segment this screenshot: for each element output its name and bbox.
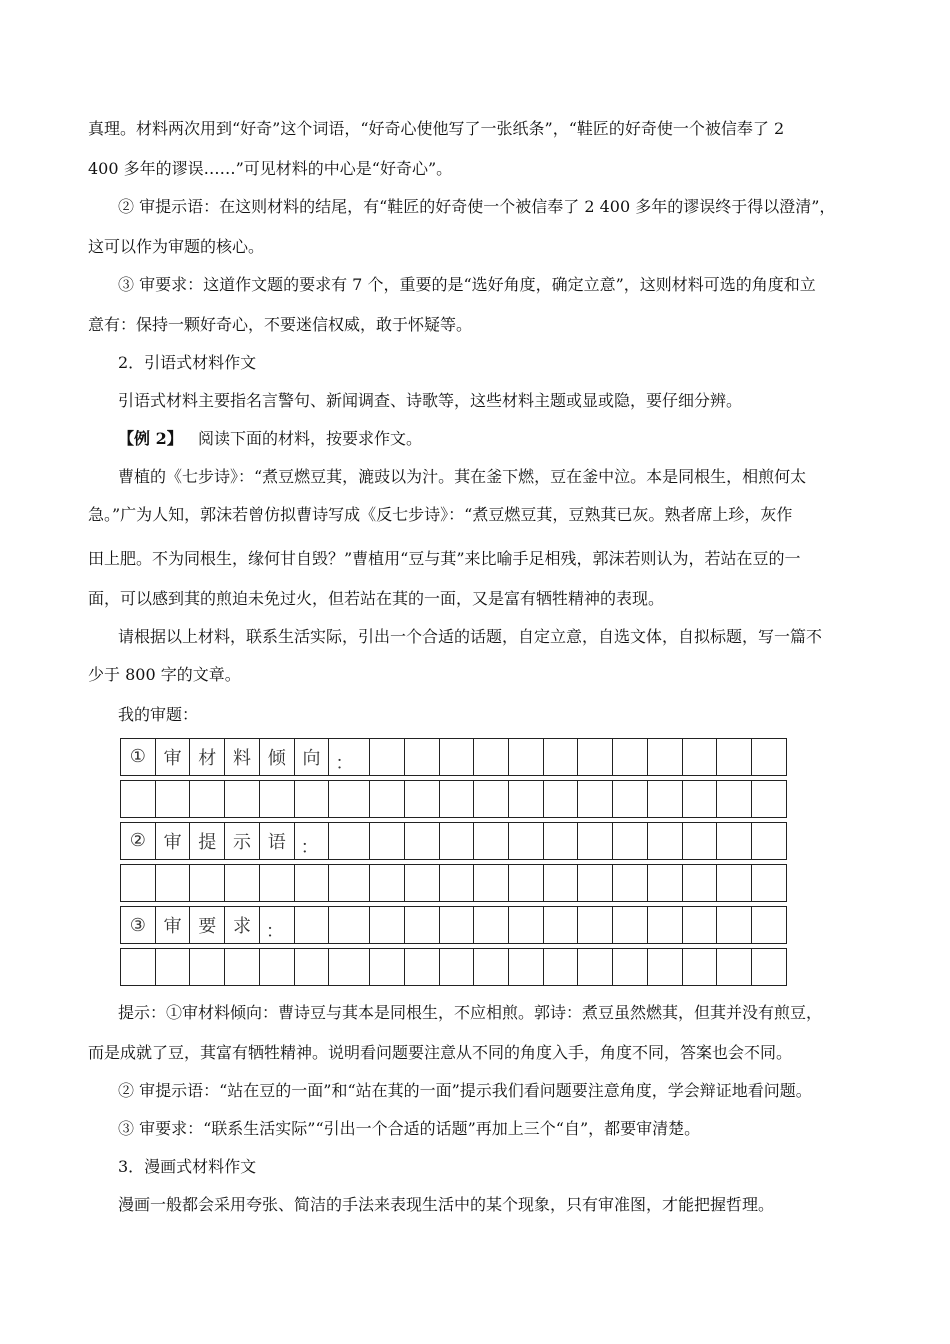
grid-cell bbox=[717, 739, 752, 776]
grid-row bbox=[121, 823, 787, 860]
grid-cell: 审 bbox=[155, 739, 190, 776]
grid-cell: 求 bbox=[225, 907, 260, 944]
grid-cell: 料 bbox=[225, 739, 260, 776]
grid-cell: 向 bbox=[294, 739, 329, 776]
grid-cell: ① bbox=[121, 739, 156, 776]
grid-cell: ② bbox=[121, 823, 156, 860]
paragraph-line: ② 审提示语：在这则材料的结尾，有“鞋匠的好奇使一个被信奉了 2 400 多年的谬误终于得以澄清”， bbox=[118, 197, 836, 216]
grid-cell: ： bbox=[294, 823, 329, 860]
paragraph-line: 引语式材料主要指名言警句、新闻调查、诗歌等，这些材料主题或显或隐，要仔细分辨。 bbox=[118, 391, 743, 410]
grid-cell: ： bbox=[259, 907, 294, 944]
paragraph-line: 曹植的《七步诗》：“煮豆燃豆萁，漉豉以为汁。萁在釜下燃，豆在釜中泣。本是同根生，相煎何太 bbox=[118, 467, 807, 486]
grid-cell: 提 bbox=[190, 823, 225, 860]
grid-cell: 审 bbox=[155, 907, 190, 944]
paragraph-line: 少于 800 字的文章。 bbox=[88, 665, 241, 684]
answer-grid bbox=[120, 738, 787, 986]
example-prompt: 阅读下面的材料，按要求作文。 bbox=[197, 429, 422, 448]
paragraph-line: 面，可以感到萁的煎迫未免过火，但若站在萁的一面，又是富有牺牲精神的表现。 bbox=[88, 589, 665, 608]
grid-cell bbox=[370, 739, 405, 776]
grid-cell: 倾 bbox=[259, 739, 294, 776]
grid-row bbox=[121, 865, 787, 902]
grid-cell bbox=[543, 739, 578, 776]
grid-cell: 语 bbox=[259, 823, 294, 860]
paragraph-line: ② 审提示语：“站在豆的一面”和“站在萁的一面”提示我们看问题要注意角度，学会辩证地看问题。 bbox=[118, 1081, 812, 1100]
paragraph-line: 真理。材料两次用到“好奇”这个词语，“好奇心使他写了一张纸条”，“鞋匠的好奇使一个被信奉了 2 bbox=[88, 119, 785, 138]
paragraph-line: 请根据以上材料，联系生活实际，引出一个合适的话题，自定立意，自选文体，自拟标题，写一篇不 bbox=[118, 627, 823, 646]
paragraph-line: 急。”广为人知，郭沫若曾仿拟曹诗写成《反七步诗》：“煮豆燃豆萁，豆熟萁已灰。熟者席上珍，灰作 bbox=[88, 505, 793, 524]
example-label: 【例 2】 bbox=[118, 429, 183, 448]
paragraph-line: 400 多年的谬误……”可见材料的中心是“好奇心”。 bbox=[88, 159, 453, 178]
grid-cell: 材 bbox=[190, 739, 225, 776]
grid-cell: 要 bbox=[190, 907, 225, 944]
paragraph-line: 我的审题： bbox=[118, 705, 199, 724]
grid-row bbox=[121, 739, 787, 776]
paragraph-line: 漫画一般都会采用夸张、简洁的手法来表现生活中的某个现象，只有审准图，才能把握哲理。 bbox=[118, 1195, 775, 1214]
paragraph-line: ③ 审要求：“联系生活实际”“引出一个合适的话题”再加上三个“自”，都要审清楚。 bbox=[118, 1119, 701, 1138]
grid-cell bbox=[578, 739, 613, 776]
grid-cell bbox=[439, 739, 474, 776]
grid-cell: 示 bbox=[225, 823, 260, 860]
grid-cell bbox=[682, 739, 717, 776]
paragraph-line: 意有：保持一颗好奇心，不要迷信权威，敢于怀疑等。 bbox=[88, 315, 473, 334]
grid-cell bbox=[404, 739, 439, 776]
grid-cell bbox=[752, 739, 787, 776]
grid-cell bbox=[474, 739, 509, 776]
example-line bbox=[118, 428, 422, 450]
grid-cell bbox=[509, 739, 544, 776]
grid-cell bbox=[647, 739, 682, 776]
paragraph-line: 而是成就了豆，萁富有牺牲精神。说明看问题要注意从不同的角度入手，角度不同，答案也会不同。 bbox=[88, 1043, 793, 1062]
paragraph-line: ③ 审要求：这道作文题的要求有 7 个，重要的是“选好角度，确定立意”，这则材料可选的角度和立 bbox=[118, 275, 816, 294]
paragraph-line: 提示：①审材料倾向：曹诗豆与萁本是同根生，不应相煎。郭诗：煮豆虽然燃萁，但萁并没有煎豆， bbox=[118, 1003, 823, 1022]
grid-cell: ： bbox=[329, 739, 370, 776]
grid-cell: 审 bbox=[155, 823, 190, 860]
section-heading: 2．引语式材料作文 bbox=[118, 353, 257, 372]
paragraph-line: 田上肥。不为同根生，缘何甘自毁？”曹植用“豆与萁”来比喻手足相残，郭沫若则认为，若站在豆的一 bbox=[88, 549, 801, 568]
grid-row bbox=[121, 907, 787, 944]
paragraph-line: 这可以作为审题的核心。 bbox=[88, 237, 265, 256]
grid-cell: ③ bbox=[121, 907, 156, 944]
grid-cell bbox=[613, 739, 648, 776]
section-heading: 3．漫画式材料作文 bbox=[118, 1157, 257, 1176]
grid-row bbox=[121, 949, 787, 986]
grid-row bbox=[121, 781, 787, 818]
